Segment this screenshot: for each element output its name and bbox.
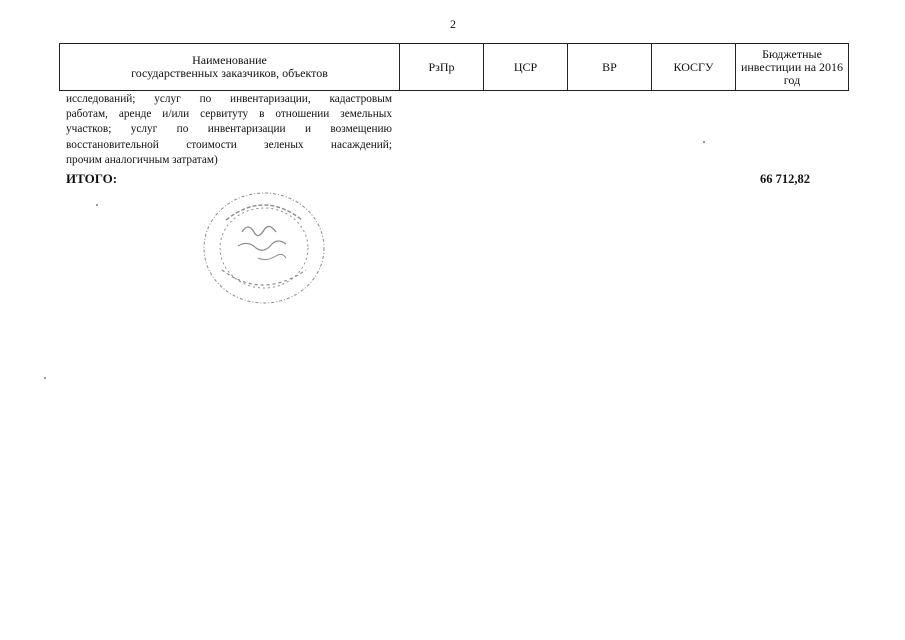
column-header-kosgu: КОСГУ (652, 44, 736, 91)
column-header-csr: ЦСР (484, 44, 568, 91)
description-line: работам, аренде и/или сервитуту в отношении земельных (66, 108, 392, 121)
scan-speck (703, 141, 705, 143)
seal-stamp (198, 186, 332, 310)
scan-speck (96, 204, 98, 206)
column-header-name-line-2: государственных заказчиков, объектов (131, 66, 328, 80)
budget-table-header (59, 43, 849, 91)
object-description (66, 92, 392, 168)
column-header-investments-line-2: инвестиции на 2016 (740, 59, 844, 74)
total-value: 66 712,82 (760, 172, 810, 186)
seal-ring-text-marks (222, 270, 306, 285)
column-header-investments (736, 44, 849, 91)
description-line: участков; услуг по инвентаризации и возмещению (66, 123, 392, 136)
seal-outer-ring (204, 193, 324, 303)
description-line: исследований; услуг по инвентаризации, кадастровым (66, 93, 392, 105)
seal-ring-text-marks (226, 205, 302, 220)
column-header-investments-line-3: год (783, 72, 801, 87)
total-label: ИТОГО: (66, 171, 118, 186)
page-number: 2 (450, 17, 456, 31)
column-header-name-line-1: Наименование (192, 53, 267, 67)
description-line: прочим аналогичным затратам) (66, 153, 218, 166)
signature-stroke (258, 254, 286, 259)
signature-stroke (242, 226, 276, 235)
column-header-vr: ВР (568, 44, 652, 91)
signature-stroke (238, 241, 286, 250)
description-line: восстановительной стоимости зеленых насаждений; (66, 138, 392, 151)
seal-inner-ring (220, 208, 308, 288)
column-header-investments-line-1: Бюджетные (762, 46, 822, 61)
column-header-rzpr: РзПр (400, 44, 484, 91)
column-header-name (60, 44, 400, 91)
scan-speck (44, 377, 46, 379)
